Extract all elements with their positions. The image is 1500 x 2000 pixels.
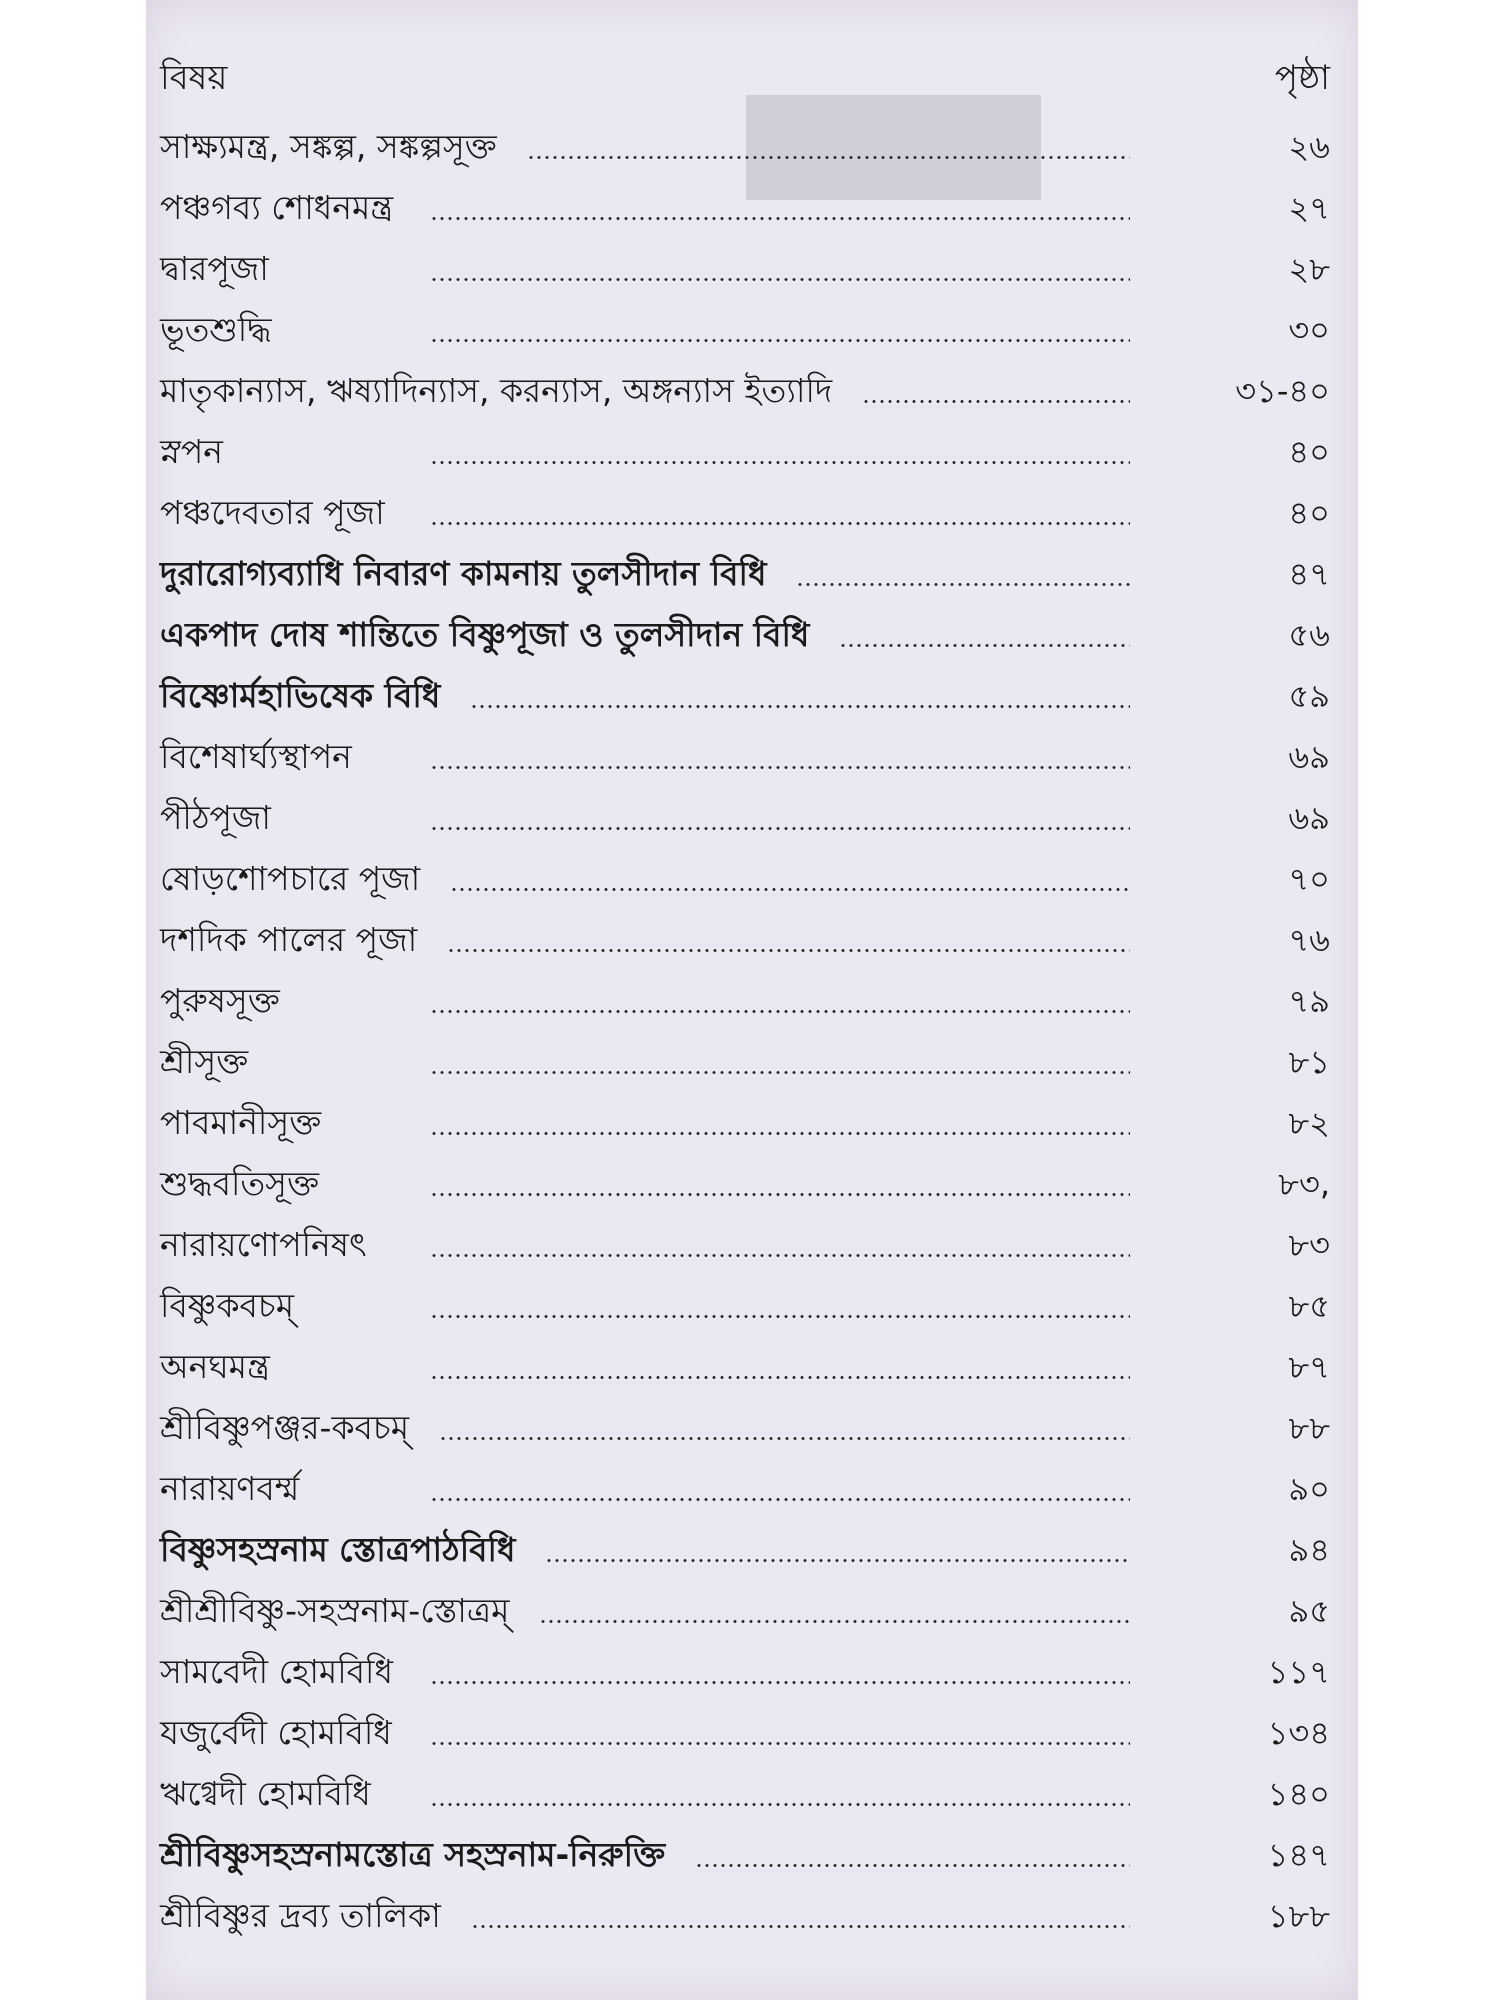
toc-entry-page: ১৪৭ — [1267, 1835, 1330, 1874]
toc-entry-page: ৭৬ — [1288, 920, 1330, 959]
toc-entry-title: মাতৃকান্যাস, ঋষ্যাদিন্যাস, করন্যাস, অঙ্গন্যাস ইত্যাদি — [160, 370, 833, 410]
toc-entry — [160, 606, 1330, 667]
toc-entry — [160, 850, 1330, 911]
toc-entry — [160, 911, 1330, 972]
toc-entry-title: শ্রীশ্রীবিষ্ণু-সহস্রনাম-স্তোত্রম্ — [160, 1590, 510, 1630]
toc-entry — [160, 1704, 1330, 1765]
toc-entry-page: ৪০ — [1288, 493, 1330, 532]
toc-entry-page: ২৬ — [1288, 127, 1330, 166]
toc-entry — [160, 1094, 1330, 1155]
toc-entry — [160, 1887, 1330, 1948]
toc-entry-page: ৯৪ — [1288, 1530, 1330, 1569]
toc-entry-title: পীঠপূজা — [160, 797, 271, 837]
toc-entry-page: ৮২ — [1288, 1103, 1330, 1142]
toc-entry-page: ৩০ — [1288, 310, 1330, 349]
dot-leader — [430, 1681, 1130, 1684]
toc-entry-page: ৮১ — [1288, 1042, 1330, 1081]
toc-entry-title: ভূতশুদ্ধি — [160, 309, 272, 349]
dot-leader — [430, 766, 1130, 769]
dot-leader — [430, 1254, 1130, 1257]
dot-leader — [430, 827, 1130, 830]
toc-entry-title: সাক্ষ্যমন্ত্র, সঙ্কল্প, সঙ্কল্পসূক্ত — [160, 126, 497, 166]
dot-leader — [430, 1193, 1130, 1196]
toc-entry-page: ৮৮ — [1288, 1408, 1330, 1447]
toc-entry-title: বিশেষার্ঘ্যস্থাপন — [160, 736, 352, 776]
toc-entry-title: নারায়ণোপনিষৎ — [160, 1224, 367, 1264]
toc-entry — [160, 301, 1330, 362]
dot-leader — [796, 583, 1130, 586]
toc-entry-title: নারায়ণবর্ম্ম — [160, 1468, 300, 1508]
dot-leader — [430, 1071, 1130, 1074]
dot-leader — [545, 1559, 1130, 1562]
toc-entry-page: ৫৯ — [1288, 676, 1330, 715]
toc-entry — [160, 1460, 1330, 1521]
toc-entry — [160, 1826, 1330, 1887]
dot-leader — [430, 1742, 1130, 1745]
dot-leader — [539, 1620, 1130, 1623]
toc-entry — [160, 728, 1330, 789]
toc-entry-title: শ্রীবিষ্ণুর দ্রব্য তালিকা — [160, 1895, 441, 1935]
toc-entry-title: বিষ্ণুসহস্রনাম স্তোত্রপাঠবিধি — [160, 1529, 516, 1569]
toc-entry — [160, 1521, 1330, 1582]
toc-entry-page: ৬৯ — [1288, 798, 1330, 837]
dot-leader — [447, 949, 1130, 952]
toc-entry-title: দ্বারপূজা — [160, 248, 269, 288]
toc-entry-title: বিষ্ণোর্মহাভিষেক বিধি — [160, 675, 441, 715]
dot-leader — [430, 461, 1130, 464]
toc-entry-title: পঞ্চগব্য শোধনমন্ত্র — [160, 187, 394, 227]
toc-entry-page: ২৭ — [1288, 188, 1330, 227]
toc-entry-page: ৯০ — [1288, 1469, 1330, 1508]
dot-leader — [695, 1864, 1130, 1867]
toc-entry-title: সামবেদী হোমবিধি — [160, 1651, 393, 1691]
toc-entry-page: ৫৬ — [1288, 615, 1330, 654]
dot-leader — [471, 1925, 1130, 1928]
toc-entry — [160, 423, 1330, 484]
toc-entry-title: অনঘমন্ত্র — [160, 1346, 270, 1386]
toc-entry-title: একপাদ দোষ শান্তিতে বিষ্ণুপূজা ও তুলসীদান বিধি — [160, 614, 810, 654]
dot-leader — [527, 156, 1130, 159]
toc-entry-page: ৮৩, — [1278, 1164, 1330, 1203]
dot-leader — [430, 522, 1130, 525]
toc-entry-page: ১৩৪ — [1267, 1713, 1330, 1752]
toc-entry — [160, 1216, 1330, 1277]
dot-leader — [430, 217, 1130, 220]
toc-entry-title: ঋগ্বেদী হোমবিধি — [160, 1773, 371, 1813]
dot-leader — [430, 1132, 1130, 1135]
dot-leader — [430, 1010, 1130, 1013]
toc-entry-page: ৮৭ — [1288, 1347, 1330, 1386]
toc-entry-title: শ্রীবিষ্ণুসহস্রনামস্তোত্র সহস্রনাম-নিরুক্তি — [160, 1834, 666, 1874]
toc-entry-page: ৭৯ — [1288, 981, 1330, 1020]
toc-entry — [160, 1155, 1330, 1216]
toc-entry — [160, 972, 1330, 1033]
dot-leader — [430, 278, 1130, 281]
dot-leader — [439, 1437, 1130, 1440]
column-heading-page: পৃষ্ঠা — [1274, 58, 1330, 98]
dot-leader — [430, 1315, 1130, 1318]
toc-entry-title: পাবমানীসূক্ত — [160, 1102, 322, 1142]
toc-entry — [160, 1643, 1330, 1704]
dot-leader — [430, 1498, 1130, 1501]
toc-entry-page: ৩১-৪০ — [1235, 371, 1330, 410]
dot-leader — [450, 888, 1130, 891]
toc-entry — [160, 179, 1330, 240]
dot-leader — [470, 705, 1130, 708]
toc-entry-page: ৭০ — [1288, 859, 1330, 898]
toc-entry-page: ১১৭ — [1267, 1652, 1330, 1691]
toc-entry-page: ১৮৮ — [1267, 1896, 1330, 1935]
toc-entry-title: শ্রীবিষ্ণুপঞ্জর-কবচম্ — [160, 1407, 410, 1447]
toc-entry — [160, 667, 1330, 728]
toc-entry-page: ১৪০ — [1267, 1774, 1330, 1813]
toc-entry — [160, 1338, 1330, 1399]
column-heading-topic: বিষয় — [160, 58, 228, 98]
toc-entry-page: ৬৯ — [1288, 737, 1330, 776]
dot-leader — [430, 1376, 1130, 1379]
toc-entry — [160, 1399, 1330, 1460]
toc-entry-title: শুদ্ধবতিসূক্ত — [160, 1163, 320, 1203]
toc-entry — [160, 1765, 1330, 1826]
toc-entry-title: যজুর্বেদী হোমবিধি — [160, 1712, 392, 1752]
toc-entry-title: স্নপন — [160, 431, 223, 471]
toc-entry-title: দুরারোগ্যব্যাধি নিবারণ কামনায় তুলসীদান বিধি — [160, 553, 767, 593]
toc-entry-title: বিষ্ণুকবচম্ — [160, 1285, 295, 1325]
toc-entry-title: ষোড়শোপচারে পূজা — [160, 858, 421, 898]
toc-entry-page: ৪০ — [1288, 432, 1330, 471]
toc-entry-page: ৮৩ — [1288, 1225, 1330, 1264]
toc-entry — [160, 362, 1330, 423]
toc-entry-title: পঞ্চদেবতার পূজা — [160, 492, 385, 532]
dot-leader — [430, 1803, 1130, 1806]
toc-entry — [160, 1033, 1330, 1094]
dot-leader — [839, 644, 1130, 647]
toc-entry — [160, 484, 1330, 545]
toc-entry-page: ৮৫ — [1288, 1286, 1330, 1325]
toc-entry — [160, 1582, 1330, 1643]
table-of-contents — [160, 118, 1330, 1948]
toc-entry — [160, 118, 1330, 179]
toc-entry-page: ২৮ — [1288, 249, 1330, 288]
dot-leader — [430, 339, 1130, 342]
toc-entry — [160, 545, 1330, 606]
toc-entry-title: পুরুষসূক্ত — [160, 980, 280, 1020]
toc-entry-page: ৪৭ — [1288, 554, 1330, 593]
dot-leader — [862, 400, 1130, 403]
toc-entry — [160, 789, 1330, 850]
toc-entry-title: দশদিক পালের পূজা — [160, 919, 418, 959]
toc-entry — [160, 1277, 1330, 1338]
toc-entry — [160, 240, 1330, 301]
toc-entry-title: শ্রীসূক্ত — [160, 1041, 249, 1081]
toc-entry-page: ৯৫ — [1288, 1591, 1330, 1630]
